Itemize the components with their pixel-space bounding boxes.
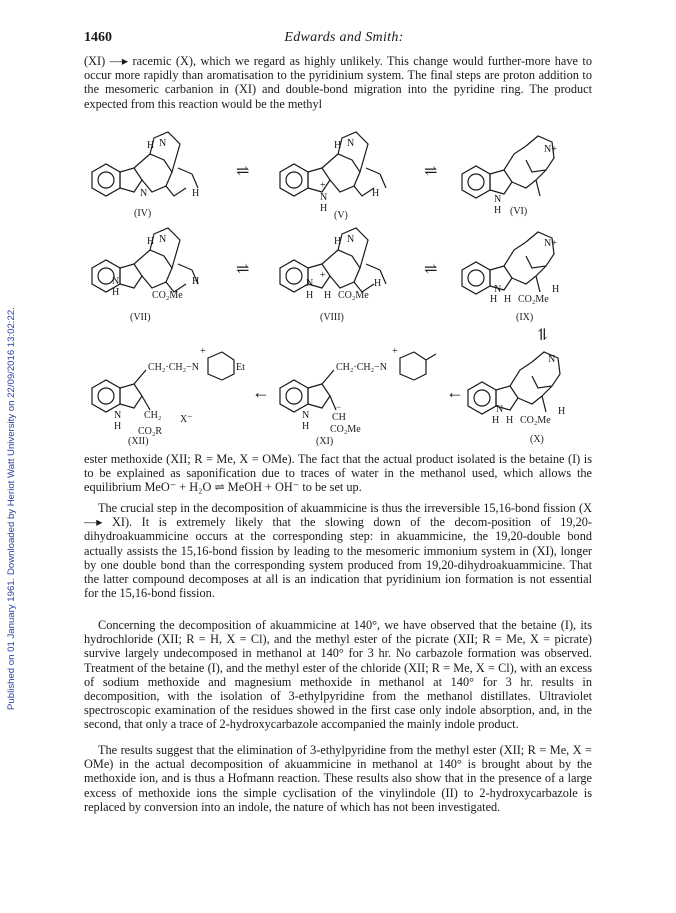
atom-n: N [114, 410, 122, 421]
atom-h: H [506, 415, 514, 426]
label-vi: (VI) [510, 206, 528, 217]
paragraph-intro: (XI) —▸ racemic (X), which we regard as highly unlikely. This change would further-more have to occur more rapidly than aromatisation to the pyridinium system. The final steps are proton addition to the mesomeric carbanion in (XI) and double-bond migration into the pyridine ring. The product expected from this reaction would be the methyl [84, 54, 592, 111]
atom-h: H [504, 294, 512, 305]
structure-XII [92, 352, 234, 412]
atom-n: N [140, 188, 148, 199]
atom-h: H [192, 188, 200, 199]
label-ix: (IX) [516, 312, 534, 323]
download-watermark: Published on 01 January 1961. Downloaded by Heriot Watt University on 22/09/2016 13:02:22. [6, 307, 17, 710]
atom-h: H [334, 236, 342, 247]
atom-h: H [324, 290, 332, 301]
label-xi: (XI) [316, 436, 334, 446]
label-vii: (VII) [130, 312, 151, 323]
paragraph-140-decomposition: Concerning the decomposition of akuammicine at 140°, we have observed that the betaine (I), its hydrochloride (XII; R = H, X = Cl), and the methyl ester of the picrate (XII; R = Me, X = picrate) survive largely undecomposed in methanol at 140° for 3 hr. No carbazole formation was observed. Treatment of the betaine (I), and the methyl ester of the chloride (XII; R = Me, X = Cl), with an excess of sodium methoxide and magnesium methoxide in methanol at 140° for 3 hr. results in decomposition, with the isolation of 3-ethylpyridine from the methanol distillates. Ultraviolet spectroscopic examination of the residues showed in the first case only indole absorption, and, in the second, that only a trace of 2-hydroxycarbazole accompanied the mainly indole product. [84, 618, 592, 732]
atom-h: H [334, 140, 342, 151]
atom-n: N [347, 234, 355, 245]
structure-IV [92, 132, 199, 219]
equilibrium-arrow: ⇌ [236, 163, 250, 180]
plus-sign: + [392, 346, 398, 357]
atom-n-plus: N+ [544, 238, 557, 249]
atom-h: H [302, 421, 310, 432]
label-iv: (IV) [134, 208, 152, 219]
atom-n: N [496, 404, 504, 415]
minus-sign: − [336, 402, 342, 412]
plus-sign: + [320, 180, 326, 191]
atom-n: N [306, 278, 314, 289]
atom-h: H [147, 140, 155, 151]
atom-h: H [320, 203, 328, 214]
paragraph-results: The results suggest that the elimination of 3-ethylpyridine from the methyl ester (XII; R = Me, X = OMe) in the actual decomposition of akuammicine in methanol at 140° is brought about by the methoxide ion, and is thus a Hofmann reaction. These results also show that in the presence of a large excess of methoxide ions the simple cyclisation of the vinylindole (II) to 2-hydroxycarbazole is replaced by conversion into an indole, the nature of which has not been investigated. [84, 743, 592, 814]
paragraph-methoxide: ester methoxide (XII; R = Me, X = OMe). The fact that the actual product isolated is the betaine (I) is to be explained as saponification due to traces of water in the methanol used, which allows the equilibrium MeO⁻ + H₂O ⇌ MeOH + OH⁻ to be set up. [84, 452, 592, 495]
atom-n: N [159, 138, 167, 149]
atom-n: N [159, 234, 167, 245]
atom-h: H [192, 276, 200, 287]
atom-h: H [114, 421, 122, 432]
atom-n: N [494, 284, 502, 295]
ester-r-label: CO₂R [138, 426, 163, 437]
equilibrium-arrow: ⇌ [236, 261, 250, 278]
structure-X [468, 352, 560, 414]
atom-h: H [306, 290, 314, 301]
structure-VIII [280, 228, 386, 323]
ethyl-label: Et [236, 362, 245, 373]
structure-IX [462, 232, 559, 323]
page-number: 1460 [84, 30, 112, 45]
equilibrium-arrow: ⇌ [424, 163, 438, 180]
atom-n: N [112, 276, 120, 287]
ester-group: CO₂Me [520, 415, 551, 426]
structure-V [280, 132, 386, 221]
page-header [84, 30, 604, 48]
reaction-scheme [84, 126, 604, 446]
atom-n: N [320, 192, 328, 203]
label-viii: (VIII) [320, 312, 344, 323]
atom-h: H [492, 415, 500, 426]
atom-h: H [112, 287, 120, 298]
structure-VII [92, 228, 199, 323]
atom-h: H [494, 205, 502, 216]
reaction-arrow: ← [252, 382, 270, 402]
ester-group: CO₂Me [518, 294, 549, 305]
equilibrium-arrow: ⇌ [424, 261, 438, 278]
structure-XI [280, 352, 436, 412]
plus-sign: + [320, 270, 326, 281]
counter-ion: X⁻ [180, 414, 193, 425]
paragraph-crucial-step: The crucial step in the decomposition of akuammicine is thus the irreversible 15,16-bond fission (X —▸ XI). It is extremely likely that the slowing down of the decom-position of 19,20-dihydroakuammicine occurs at the corresponding step: in akuammicine, the 19,20-double bond actually assists the 15,16-bond fission by leading to the mesomeric immonium system in (XI), longer by one double bond than the corresponding system produced from 19,20-dihydroakuammicine. That the latter compound decomposes at all is an indication that pyridinium ion formation is not essential for the 15,16-bond fission. [84, 501, 592, 601]
atom-n: N [494, 194, 502, 205]
atom-n: N [347, 138, 355, 149]
running-head: Edwards and Smith: [284, 30, 404, 45]
ester-group: CO₂Me [152, 290, 183, 301]
label-v: (V) [334, 210, 348, 221]
atom-h: H [552, 284, 560, 295]
chain-label: CH₂·CH₂−N [336, 362, 387, 373]
ester-group: CO₂Me [330, 424, 361, 435]
atom-n-plus: N+ [544, 144, 557, 155]
atom-h: H [490, 294, 498, 305]
ch2-label: CH₂ [144, 410, 162, 421]
atom-n: N [548, 354, 556, 365]
ch-anion-label: CH [332, 412, 346, 423]
structure-VI [462, 136, 557, 217]
label-x: (X) [530, 434, 544, 445]
atom-h: H [147, 236, 155, 247]
chain-label: CH₂·CH₂−N [148, 362, 199, 373]
label-xii: (XII) [128, 436, 149, 446]
atom-h: H [372, 188, 380, 199]
atom-h: H [374, 278, 382, 289]
vertical-equilibrium-arrow: ⥮ [536, 327, 550, 344]
reaction-arrow: ← [446, 382, 464, 402]
atom-h: H [558, 406, 566, 417]
ester-group: CO₂Me [338, 290, 369, 301]
atom-n: N [302, 410, 310, 421]
plus-sign: + [200, 346, 206, 357]
